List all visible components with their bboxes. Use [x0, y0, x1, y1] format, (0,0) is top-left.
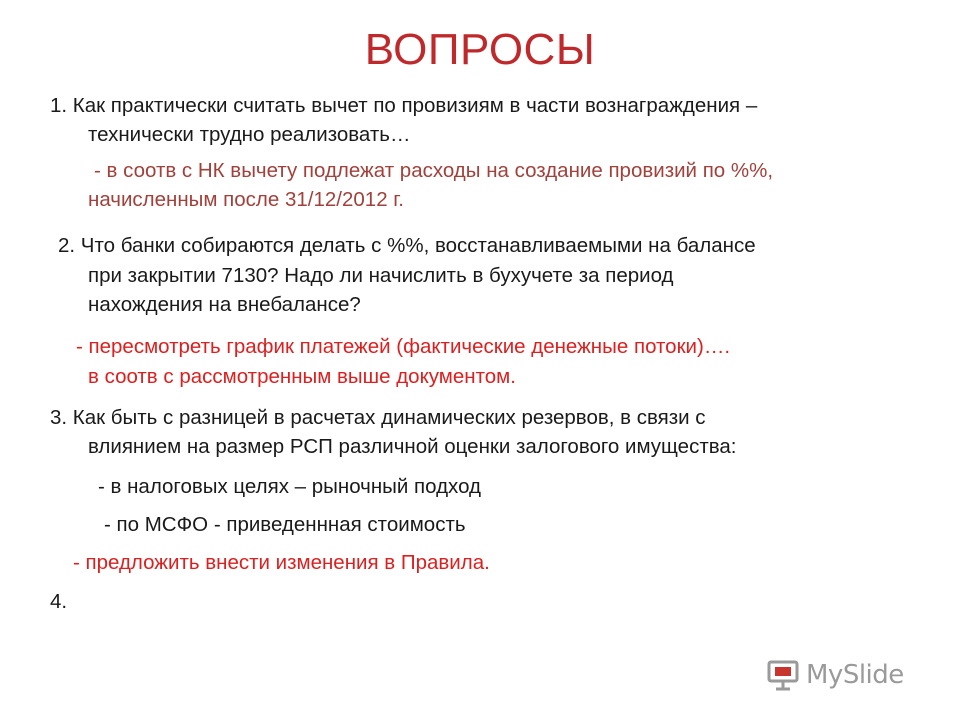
presentation-board-icon	[766, 659, 800, 691]
question-3-sub-2: - по МСФО - приведеннная стоимость	[104, 513, 466, 536]
slide-title: ВОПРОСЫ	[364, 25, 596, 74]
answer-2-line-2: в соотв с рассмотренным выше документом.	[88, 365, 516, 388]
answer-1-line-1: - в соотв с НК вычету подлежат расходы на создание провизий по %%,	[94, 159, 774, 182]
watermark-brand: MySlide	[806, 660, 904, 690]
answer-1-line-2: начисленным после 31/12/2012 г.	[88, 188, 404, 211]
question-3-sub-1: - в налоговых целях – рыночный подход	[98, 475, 481, 498]
myslide-watermark	[766, 655, 926, 695]
answer-3-line-1: - предложить внести изменения в Правила.	[73, 551, 490, 574]
question-2-line-1: 2. Что банки собираются делать с %%, восстанавливаемыми на балансе	[58, 234, 756, 257]
question-2-line-2: при закрытии 7130? Надо ли начислить в бухучете за период	[88, 264, 674, 287]
question-3-line-1: 3. Как быть с разницей в расчетах динамических резервов, в связи с	[50, 406, 706, 429]
question-1-line-1: 1. Как практически считать вычет по провизиям в части вознаграждения –	[50, 94, 758, 117]
answer-2-line-1: - пересмотреть график платежей (фактические денежные потоки)….	[76, 335, 731, 358]
question-1-line-2: технически трудно реализовать…	[88, 123, 411, 146]
question-3-line-2: влиянием на размер РСП различной оценки залогового имущества:	[88, 435, 737, 458]
question-4-line-1: 4.	[50, 590, 68, 613]
question-2-line-3: нахождения на внебалансе?	[88, 293, 361, 316]
